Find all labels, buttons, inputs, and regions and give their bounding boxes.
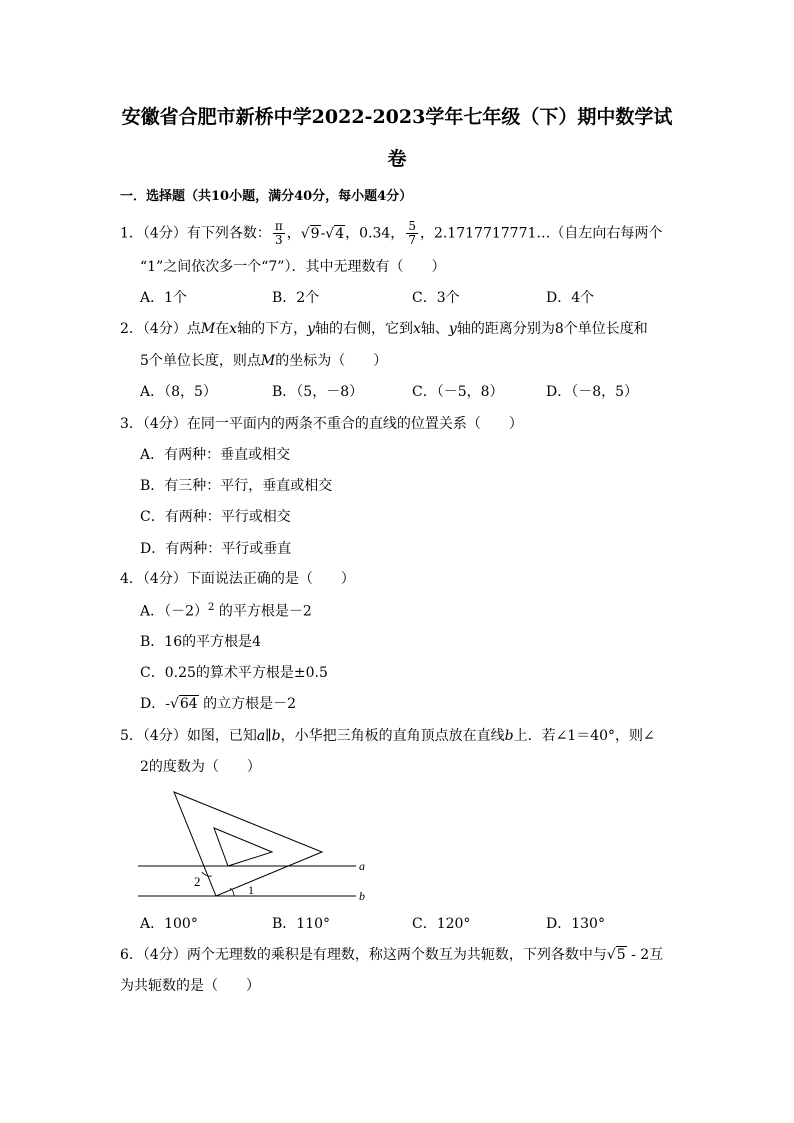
q5-var-b: b xyxy=(504,728,514,744)
q1-option-c: C．3个 xyxy=(412,290,460,306)
q2-var-x2: x xyxy=(413,321,421,337)
q4-a-post: 的平方根是－2 xyxy=(214,603,312,620)
q5-text-1: 5．（4分）如图，已知 xyxy=(120,728,257,744)
document-title-line2: 卷 xyxy=(387,148,407,170)
q1-fraction xyxy=(406,220,418,247)
q4-d-radicand: 64 xyxy=(179,696,198,712)
q2-text-5: 轴、 xyxy=(420,321,449,337)
q1-minus: - xyxy=(320,225,326,242)
q1-pi-numerator: π xyxy=(274,219,283,233)
q2-text-3: 轴的下方， xyxy=(237,321,308,337)
triangle-ruler-figure xyxy=(130,786,380,906)
q2-option-d: D．（－8，5） xyxy=(546,384,639,400)
label-angle-2: 2 xyxy=(194,874,201,889)
q5-text-3: 上．若∠1＝40°，则∠ xyxy=(513,728,655,744)
q4-a-exponent: 2 xyxy=(208,602,215,613)
q4-option-a xyxy=(140,603,312,619)
q4-option-b: B．16的平方根是4 xyxy=(140,634,262,650)
q1-sqrt-9: √9 xyxy=(300,225,320,242)
q1-sep1: ， xyxy=(286,225,301,242)
q4-d-post: 的立方根是－2 xyxy=(198,696,297,712)
q4-option-c: C．0.25的算术平方根是±0.5 xyxy=(140,665,328,681)
q5-var-ab: a∥b xyxy=(256,728,281,744)
q6-text-1: 6．（4分）两个无理数的乘积是有理数，称这两个数互为共轭数，下列各数中与 xyxy=(120,947,607,963)
q2-var-x: x xyxy=(229,321,238,337)
question-6-line2: 为共轭数的是（ ） xyxy=(120,978,260,994)
q2-text-6: 轴的距离分别为8个单位长度和 xyxy=(456,321,648,337)
q4-a-pre: A．（－2） xyxy=(140,603,209,620)
q1-pi-fraction xyxy=(273,220,285,247)
q1-sqrt-9-radicand: 9 xyxy=(310,225,320,242)
q2-option-a: A．（8，5） xyxy=(140,384,217,400)
q2-line2-text-1: 5个单位长度，则点 xyxy=(140,353,261,369)
q1-mid: ，0.34， xyxy=(345,225,405,242)
question-3-text: 3．（4分）在同一平面内的两条不重合的直线的位置关系（ ） xyxy=(120,416,523,432)
q3-option-d: D．有两种：平行或垂直 xyxy=(140,541,292,557)
q3-option-a: A．有两种：垂直或相交 xyxy=(140,447,291,463)
q6-text-2: - 2互 xyxy=(626,947,664,963)
q2-text-2: 在 xyxy=(215,321,230,337)
q5-option-a: A．100° xyxy=(140,916,198,932)
q6-sqrt-5: √5 xyxy=(606,947,626,963)
q5-option-b: B．110° xyxy=(272,916,331,932)
triangle-inner xyxy=(214,828,272,866)
q1-prefix: 1．（4分）有下列各数： xyxy=(120,225,271,242)
q2-var-y2: y xyxy=(448,321,457,337)
q5-option-c: C．120° xyxy=(412,916,471,932)
q5-text-2: ，小华把三角板的直角顶点放在直线 xyxy=(280,728,505,744)
q1-fraction-denominator: 7 xyxy=(408,233,416,248)
q1-suffix: ，2.1717717771…（自左向右每两个 xyxy=(419,225,663,242)
question-5-line1 xyxy=(120,729,655,743)
q6-radicand: 5 xyxy=(616,947,626,963)
q2-var-M2: M xyxy=(260,353,276,369)
q2-line2-text-2: 的坐标为（ ） xyxy=(275,353,388,369)
q1-option-b: B．2个 xyxy=(272,290,320,306)
q4-option-d xyxy=(140,697,296,711)
question-4-text: 4．（4分）下面说法正确的是（ ） xyxy=(120,571,355,587)
question-1-line2: “1”之间依次多一个“7”）．其中无理数有（ ） xyxy=(140,259,446,275)
question-6-line1 xyxy=(120,948,663,962)
question-2-line2 xyxy=(140,354,387,368)
q1-option-a: A．1个 xyxy=(140,290,188,306)
q5-option-d: D．130° xyxy=(546,916,605,932)
label-angle-1: 1 xyxy=(248,883,254,897)
q2-text-1: 2．（4分）点 xyxy=(120,321,201,337)
q1-option-d: D．4个 xyxy=(546,290,595,306)
q3-option-c: C．有两种：平行或相交 xyxy=(140,509,291,525)
question-2-line1 xyxy=(120,322,648,336)
q2-option-b: B．（5，－8） xyxy=(272,384,364,400)
q1-sqrt-4: √4 xyxy=(325,225,345,242)
q1-pi-denominator: 3 xyxy=(274,233,283,248)
label-b: b xyxy=(359,889,365,903)
document-title-line1: 安徽省合肥市新桥中学2022-2023学年七年级（下）期中数学试 xyxy=(121,106,673,128)
question-1-line1 xyxy=(120,220,662,247)
q2-text-4: 轴的右侧，它到 xyxy=(315,321,413,337)
question-5-line2: 2的度数为（ ） xyxy=(140,759,261,775)
q2-var-y: y xyxy=(307,321,315,337)
q1-sqrt-4-radicand: 4 xyxy=(335,225,345,242)
q4-d-sqrt: √64 xyxy=(169,696,198,712)
q4-d-pre: D．- xyxy=(140,696,170,712)
q2-option-c: C．（－5，8） xyxy=(412,384,504,400)
label-a: a xyxy=(359,859,365,873)
q2-var-M: M xyxy=(200,321,216,337)
q3-option-b: B．有三种：平行，垂直或相交 xyxy=(140,478,333,494)
q1-fraction-numerator: 5 xyxy=(408,219,416,233)
section-heading: 一．选择题（共10小题，满分40分，每小题4分） xyxy=(120,189,413,204)
